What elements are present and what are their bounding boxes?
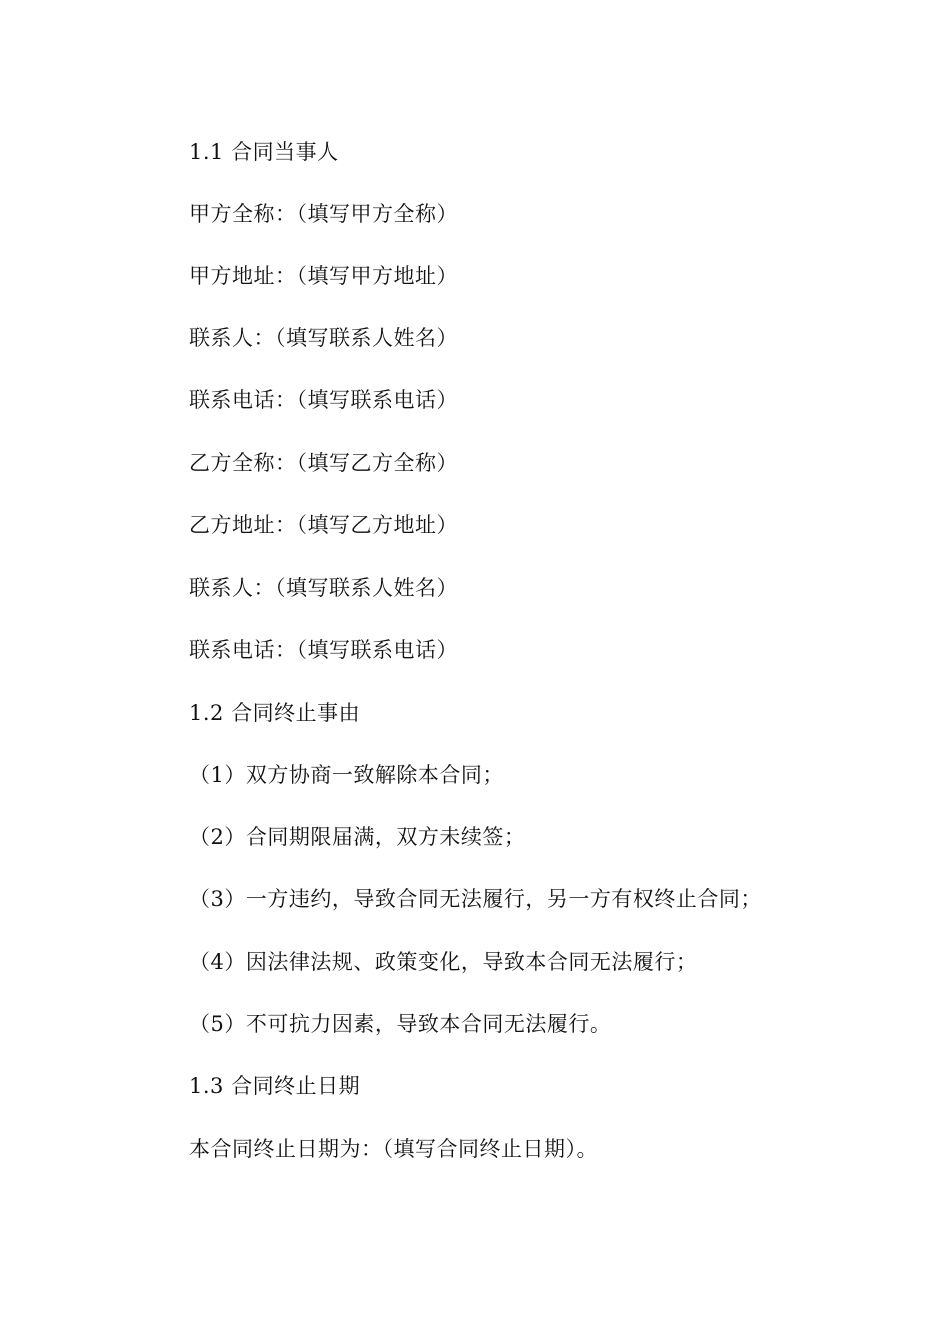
section-heading-1-1: 1.1 合同当事人	[189, 140, 339, 164]
party-a-address-line: 甲方地址：（填写甲方地址）	[189, 264, 458, 288]
termination-reason-item: （5）不可抗力因素，导致本合同无法履行。	[189, 1012, 612, 1036]
termination-reason-item: （2）合同期限届满，双方未续签；	[189, 825, 526, 849]
termination-reason-item: （4）因法律法规、政策变化，导致本合同无法履行；	[189, 950, 698, 974]
party-a-phone-line: 联系电话：（填写联系电话）	[189, 388, 458, 412]
party-a-name-line: 甲方全称：（填写甲方全称）	[189, 202, 458, 226]
party-b-name-line: 乙方全称：（填写乙方全称）	[189, 451, 458, 475]
party-b-contact-line: 联系人：（填写联系人姓名）	[189, 576, 458, 600]
party-b-phone-line: 联系电话：（填写联系电话）	[189, 638, 458, 662]
party-b-address-line: 乙方地址：（填写乙方地址）	[189, 513, 458, 537]
termination-reason-item: （3）一方违约，导致合同无法履行，另一方有权终止合同；	[189, 887, 762, 911]
termination-reason-item: （1）双方协商一致解除本合同；	[189, 763, 504, 787]
party-a-contact-line: 联系人：（填写联系人姓名）	[189, 326, 458, 350]
termination-date-line: 本合同终止日期为：（填写合同终止日期）。	[189, 1137, 598, 1161]
section-heading-1-2: 1.2 合同终止事由	[189, 701, 361, 725]
section-heading-1-3: 1.3 合同终止日期	[189, 1074, 361, 1098]
